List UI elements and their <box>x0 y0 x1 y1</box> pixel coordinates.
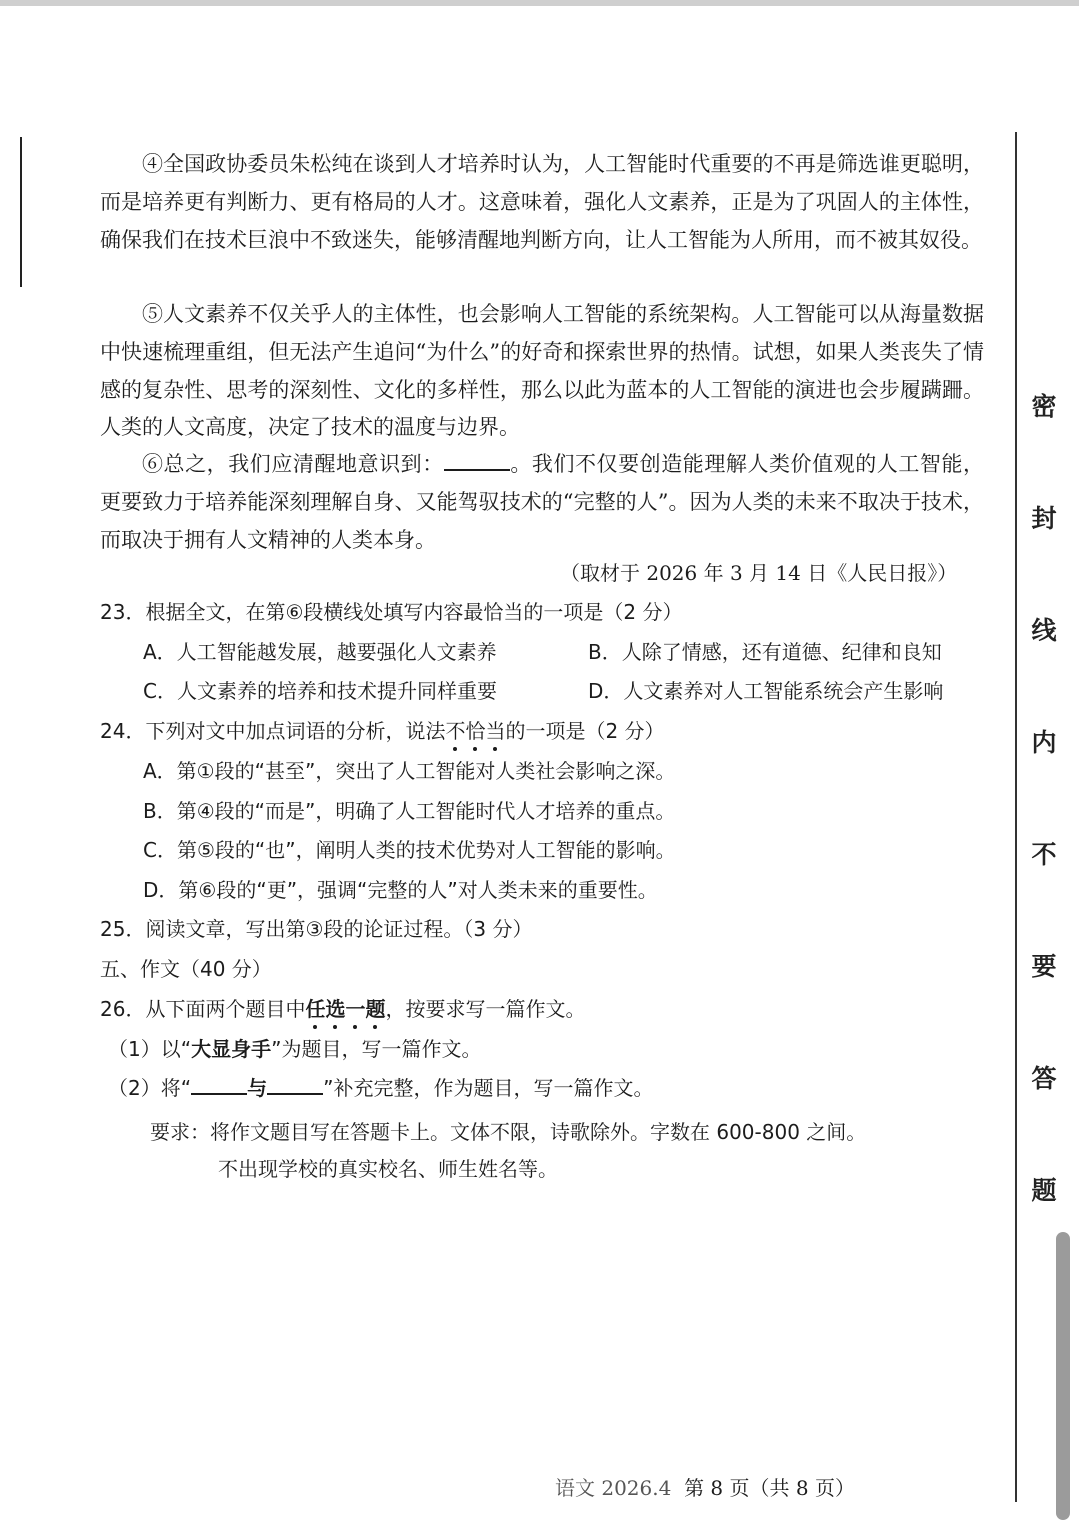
emphasis-char: 题 <box>365 997 386 1021</box>
section-5-heading: 五、作文（40 分） <box>100 957 272 981</box>
essay-requirement-1: 要求：将作文题目写在答题卡上。文体不限，诗歌除外。字数在 600-800 之间。 <box>150 1120 867 1144</box>
fill-in-blank <box>444 451 510 471</box>
question-26-stem-tail: ，按要求写一篇作文。 <box>385 997 586 1021</box>
question-26-emphasis <box>305 995 385 1023</box>
question-25: 25．阅读文章，写出第③段的论证过程。（3 分） <box>100 917 533 941</box>
emphasis-char: 选 <box>325 997 346 1021</box>
top-edge-bar <box>0 0 1079 6</box>
paragraph-6 <box>100 446 984 559</box>
title-blank-1 <box>191 1075 247 1095</box>
emphasis-char: 恰 <box>465 719 486 743</box>
emphasis-char: 任 <box>305 997 326 1021</box>
seal-char-4: 内 <box>1031 728 1057 757</box>
essay-option-1-lead: （1）以“ <box>108 1037 192 1061</box>
seal-char-8: 题 <box>1031 1176 1057 1205</box>
question-24-emphasis <box>445 717 505 745</box>
essay-title-2-connector: 与 <box>247 1076 268 1100</box>
seal-char-2: 封 <box>1031 504 1057 533</box>
emphasis-char: 一 <box>345 997 366 1021</box>
question-23-option-d: D．人文素养对人工智能系统会产生影响 <box>588 679 944 703</box>
seal-char-6: 要 <box>1031 952 1057 981</box>
footer-subject: 语文 2026.4 <box>555 1476 672 1500</box>
seal-line-rule <box>1015 132 1017 1502</box>
paragraph-5: ⑤人文素养不仅关乎人的主体性，也会影响人工智能的系统架构。人工智能可以从海量数据中快速梳理重组，但无法产生追问“为什么”的好奇和探索世界的热情。试想，如果人类丧失了情感的复杂性、思考的深刻性、文化的多样性，那么以此为蓝本的人工智能的演进也会步履蹒跚。人类的人文高度，决定了技术的温度与边界。 <box>100 302 984 440</box>
essay-option-2 <box>108 1074 653 1102</box>
question-24-stem-lead: 24．下列对文中加点词语的分析，说法 <box>100 719 446 743</box>
essay-option-1-tail: ”为题目，写一篇作文。 <box>271 1037 482 1061</box>
paragraph-6-rest: 。我们不仅要创造能理解人类价值观的人工智能，更要致力于培养能深刻理解自身、又能驾驭技术的“完整的人”。因为人类的未来不取决于技术，而取决于拥有人文精神的人类本身。 <box>100 452 985 552</box>
question-23-option-c: C．人文素养的培养和技术提升同样重要 <box>143 679 497 703</box>
essay-option-1 <box>108 1035 481 1063</box>
question-24-option-a: A．第①段的“甚至”，突出了人工智能对人类社会影响之深。 <box>143 759 676 783</box>
essay-option-2-lead: （2）将“ <box>108 1076 192 1100</box>
paragraph-6-lead: ⑥总之，我们应清醒地意识到： <box>142 452 444 476</box>
footer-page-number: 第 8 页（共 8 页） <box>684 1476 855 1500</box>
emphasis-char: 不 <box>445 719 466 743</box>
essay-title-1: 大显身手 <box>191 1037 272 1061</box>
question-26-stem-lead: 26．从下面两个题目中 <box>100 997 306 1021</box>
question-26-stem <box>100 995 585 1023</box>
essay-requirement-2: 不出现学校的真实校名、师生姓名等。 <box>218 1157 558 1181</box>
scrollbar-thumb[interactable] <box>1056 1232 1070 1520</box>
question-24-option-d: D．第⑥段的“更”，强调“完整的人”对人类未来的重要性。 <box>143 878 658 902</box>
question-23-option-a: A．人工智能越发展，越要强化人文素养 <box>143 640 497 664</box>
question-24-option-b: B．第④段的“而是”，明确了人工智能时代人才培养的重点。 <box>143 799 676 823</box>
seal-char-3: 线 <box>1031 616 1057 645</box>
source-citation: （取材于 2026 年 3 月 14 日《人民日报》） <box>560 561 958 585</box>
paragraph-4: ④全国政协委员朱松纯在谈到人才培养时认为，人工智能时代重要的不再是筛选谁更聪明，而是培养更有判断力、更有格局的人才。这意味着，强化人文素养，正是为了巩固人的主体性，确保我们在技术巨浪中不致迷失，能够清醒地判断方向，让人工智能为人所用，而不被其奴役。 <box>100 152 984 252</box>
question-24-stem-tail: 的一项是（2 分） <box>505 719 665 743</box>
seal-char-7: 答 <box>1031 1064 1057 1093</box>
essay-option-2-tail: ”补充完整，作为题目，写一篇作文。 <box>323 1076 654 1100</box>
seal-char-5: 不 <box>1031 840 1057 869</box>
seal-char-1: 密 <box>1031 392 1057 421</box>
question-23-option-b: B．人除了情感，还有道德、纪律和良知 <box>588 640 942 664</box>
question-24-option-c: C．第⑤段的“也”，阐明人类的技术优势对人工智能的影响。 <box>143 838 676 862</box>
question-24-stem <box>100 717 665 745</box>
emphasis-char: 当 <box>485 719 506 743</box>
title-blank-2 <box>267 1075 323 1095</box>
question-23-stem: 23．根据全文，在第⑥段横线处填写内容最恰当的一项是（2 分） <box>100 600 683 624</box>
page-footer <box>555 1474 855 1502</box>
left-margin-rule <box>20 137 22 287</box>
